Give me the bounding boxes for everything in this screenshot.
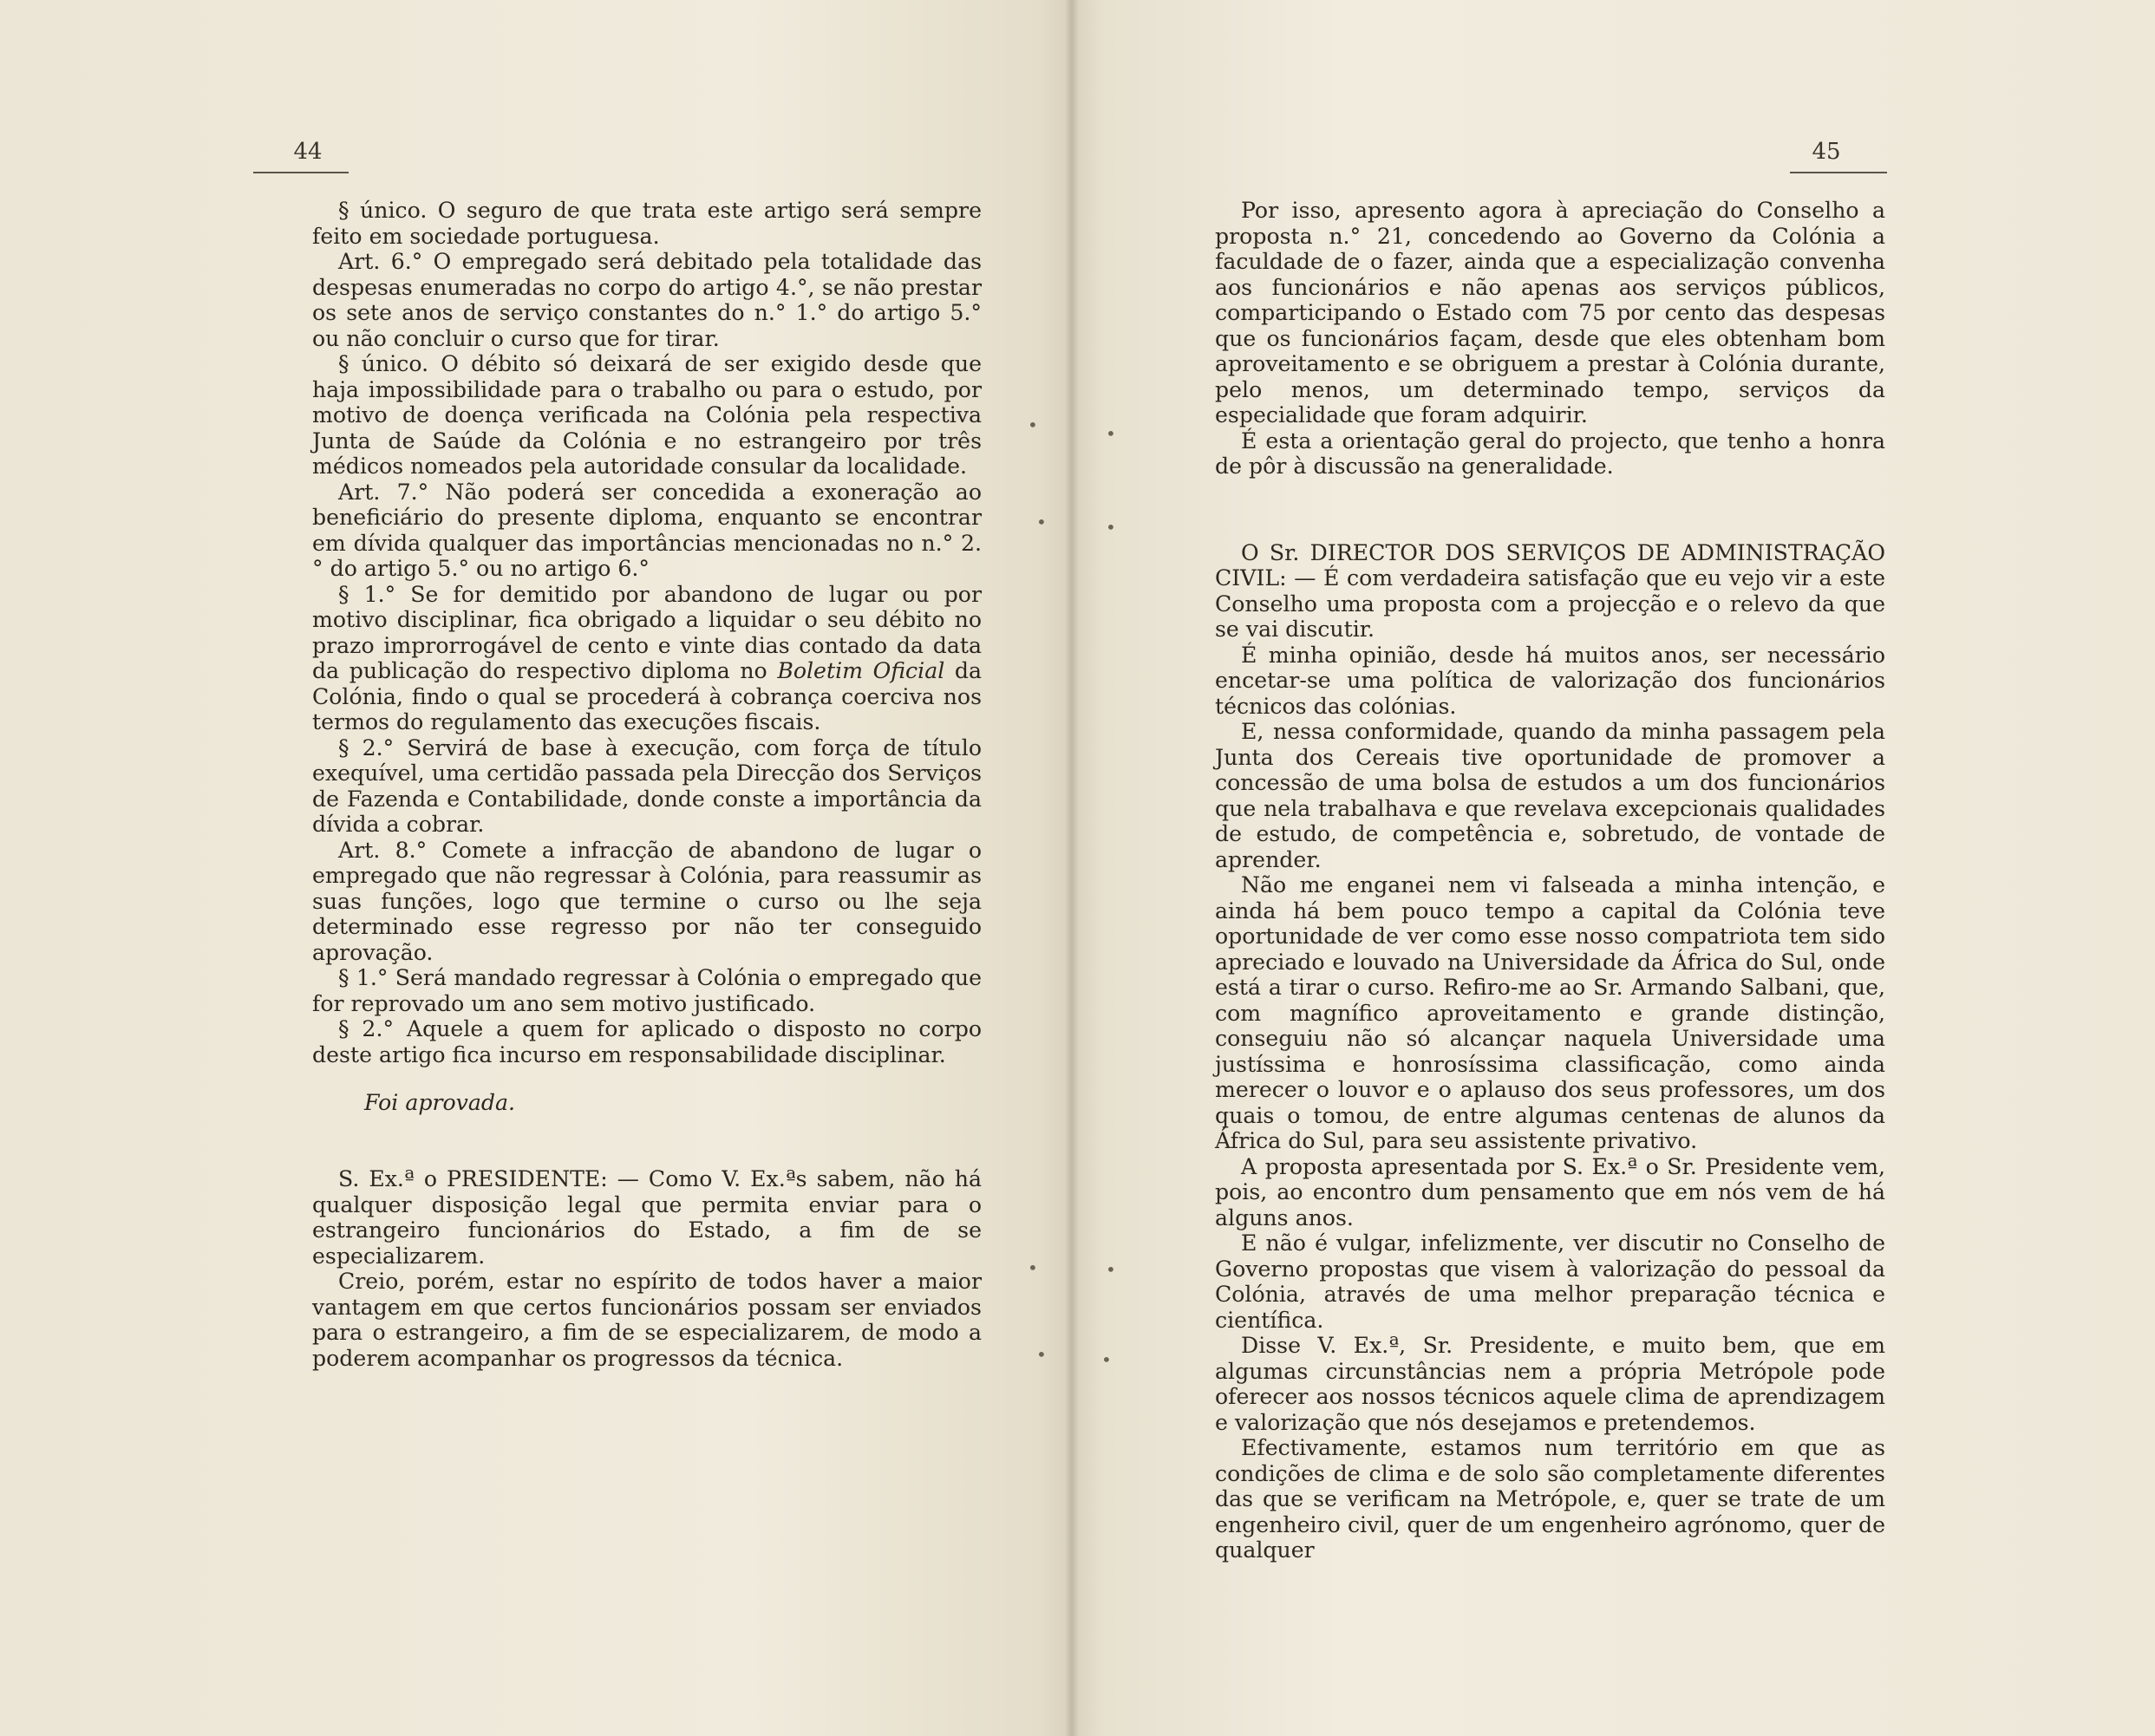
- binding-mark: •: [1036, 512, 1047, 532]
- binding-mark: •: [1028, 1257, 1038, 1278]
- paragraph: § 1.° Será mandado regressar à Colónia o empregado que for reprovado um ano sem motivo justificado.: [312, 965, 982, 1016]
- binding-mark: •: [1106, 1259, 1116, 1280]
- paragraph: Art. 6.° O empregado será debitado pela totalidade das despesas enumeradas no corpo do artigo 4.°, se não prestar os sete anos de serviço constantes do n.° 1.° do artigo 5.° ou não concluir o curso que for tirar.: [312, 249, 982, 351]
- binding-mark: •: [1101, 1349, 1112, 1370]
- vote-result: Foi aprovada.: [364, 1090, 516, 1115]
- paragraph: E, nessa conformidade, quando da minha passagem pela Junta dos Cereais tive oportunidade de promover a concessão de uma bolsa de estudos a um dos funcionários que nela trabalhava e que revelava excepcionais qualidades de estudo, de competência e, sobretudo, de vontade de aprender.: [1215, 719, 1885, 872]
- spacer: [1215, 480, 1885, 540]
- paragraph: § 2.° Aquele a quem for aplicado o disposto no corpo deste artigo fica incurso em responsabilidade disciplinar.: [312, 1016, 982, 1067]
- paragraph: A proposta apresentada por S. Ex.ª o Sr. Presidente vem, pois, ao encontro dum pensamento que em nós vem de há alguns anos.: [1215, 1153, 1885, 1230]
- paragraph: § 2.° Servirá de base à execução, com força de título exequível, uma certidão passada pela Direcção dos Serviços de Fazenda e Contabilidade, donde conste a importância da dívida a cobrar.: [312, 734, 982, 837]
- paragraph: Não me enganei nem vi falseada a minha intenção, e ainda há bem pouco tempo a capital da Colónia teve oportunidade de ver como esse nosso compatriota tem sido apreciado e louvado na Universidade da África do Sul, onde está a tirar o curso. Refiro-me ao Sr. Armando Salbani, que, com magnífico aproveitamento e grande distinção, conseguiu não só alcançar naquela Universidade uma justíssima e honrosíssima classificação, como ainda merecer o louvor e o aplauso dos seus professores, um dos quais o tomou, de entre algumas centenas de alunos da África do Sul, para seu assistente privativo.: [1215, 872, 1885, 1153]
- paragraph: Efectivamente, estamos num território em que as condições de clima e de solo são completamente diferentes das que se verificam na Metrópole, e, quer se trate de um engenheiro civil, quer de um engenheiro agrónomo, quer de qualquer: [1215, 1435, 1885, 1563]
- binding-mark: •: [1036, 1344, 1047, 1365]
- italic-title: Boletim Oficial: [777, 658, 945, 683]
- spacer: [312, 1067, 982, 1090]
- paragraph: Art. 8.° Comete a infracção de abandono de lugar o empregado que não regressar à Colónia, para reassumir as suas funções, logo que termine o curso ou lhe seja determinado esse regresso por não ter conseguido aprovação.: [312, 837, 982, 965]
- speech: — É com verdadeira satisfação que eu vejo vir a este Conselho uma proposta com a projecção e o relevo da que se vai discutir.: [1215, 565, 1885, 642]
- paragraph: É minha opinião, desde há muitos anos, ser necessário encetar-se uma política de valorização dos funcionários técnicos das colónias.: [1215, 642, 1885, 719]
- paragraph-text: da Colónia, findo o qual se procederá à cobrança coerciva nos termos do regulamento das execuções fiscais.: [312, 658, 983, 734]
- speaker: O Sr. DIRECTOR DOS SERVIÇOS DE ADMINISTRAÇÃO CIVIL:: [1215, 539, 1885, 591]
- paragraph: Creio, porém, estar no espírito de todos haver a maior vantagem em que certos funcionários possam ser enviados para o estrangeiro, a fim de se especializarem, de modo a poderem acompanhar os progressos da técnica.: [312, 1269, 982, 1371]
- binding-mark: •: [1106, 423, 1116, 444]
- paragraph: É esta a orientação geral do projecto, que tenho a honra de pôr à discussão na generalidade.: [1215, 427, 1885, 479]
- text-column: [312, 198, 982, 1371]
- paragraph: Disse V. Ex.ª, Sr. Presidente, e muito bem, que em algumas circunstâncias nem a própria Metrópole pode oferecer aos nossos técnicos aquele clima de aprendizagem e valorização que nós desejamos e pretendemos.: [1215, 1333, 1885, 1435]
- paragraph: § único. O seguro de que trata este artigo será sempre feito em sociedade portuguesa.: [312, 198, 982, 249]
- binding-mark: •: [1028, 414, 1038, 435]
- paragraph: E não é vulgar, infelizmente, ver discutir no Conselho de Governo propostas que visem à valorização do pessoal da Colónia, através de uma melhor preparação técnica e científica.: [1215, 1230, 1885, 1333]
- paragraph: [1215, 540, 1885, 643]
- paragraph: [312, 1166, 982, 1269]
- book-gutter: [1065, 0, 1079, 1736]
- paragraph: Por isso, apresento agora à apreciação do Conselho a proposta n.° 21, concedendo ao Governo da Colónia a faculdade de o fazer, ainda que a especialização convenha aos funcionários e não apenas aos serviços públicos, comparticipando o Estado com 75 por cento das despesas que os funcionários façam, desde que eles obtenham bom aproveitamento e se obriguem a prestar à Colónia durante, pelo menos, um determinado tempo, serviços da especialidade que foram adquirir.: [1215, 198, 1885, 427]
- speaker: S. Ex.ª o PRESIDENTE:: [338, 1166, 608, 1191]
- paragraph-text: § 1.° Se for demitido por abandono de lugar ou por motivo disciplinar, fica obrigado a liquidar o seu débito no prazo improrrogável de cento e vinte dias contado da data da publicação do respectivo diploma no: [312, 581, 982, 683]
- page-number: 45: [1812, 139, 1841, 165]
- binding-mark: •: [1106, 517, 1116, 538]
- page-number-rule: [253, 172, 349, 173]
- page-number-rule: [1790, 172, 1887, 173]
- paragraph: Art. 7.° Não poderá ser concedida a exoneração ao beneficiário do presente diploma, enquanto se encontrar em dívida qualquer das importâncias mencionadas no n.° 2.° do artigo 5.° ou no artigo 6.°: [312, 479, 982, 581]
- text-column: [1215, 198, 1885, 1563]
- page-number: 44: [293, 139, 323, 165]
- speech: — Como V. Ex.ªs sabem, não há qualquer disposição legal que permita enviar para o estrangeiro funcionários do Estado, a fim de se especializarem.: [312, 1166, 983, 1269]
- spacer: [312, 1116, 982, 1166]
- paragraph: § único. O débito só deixará de ser exigido desde que haja impossibilidade para o trabalho ou para o estudo, por motivo de doença verificada na Colónia pela respectiva Junta de Saúde da Colónia e no estrangeiro por três médicos nomeados pela autoridade consular da localidade.: [312, 351, 982, 479]
- right-page: [1072, 0, 2155, 1736]
- left-page: [0, 0, 1072, 1736]
- paragraph: [312, 582, 982, 735]
